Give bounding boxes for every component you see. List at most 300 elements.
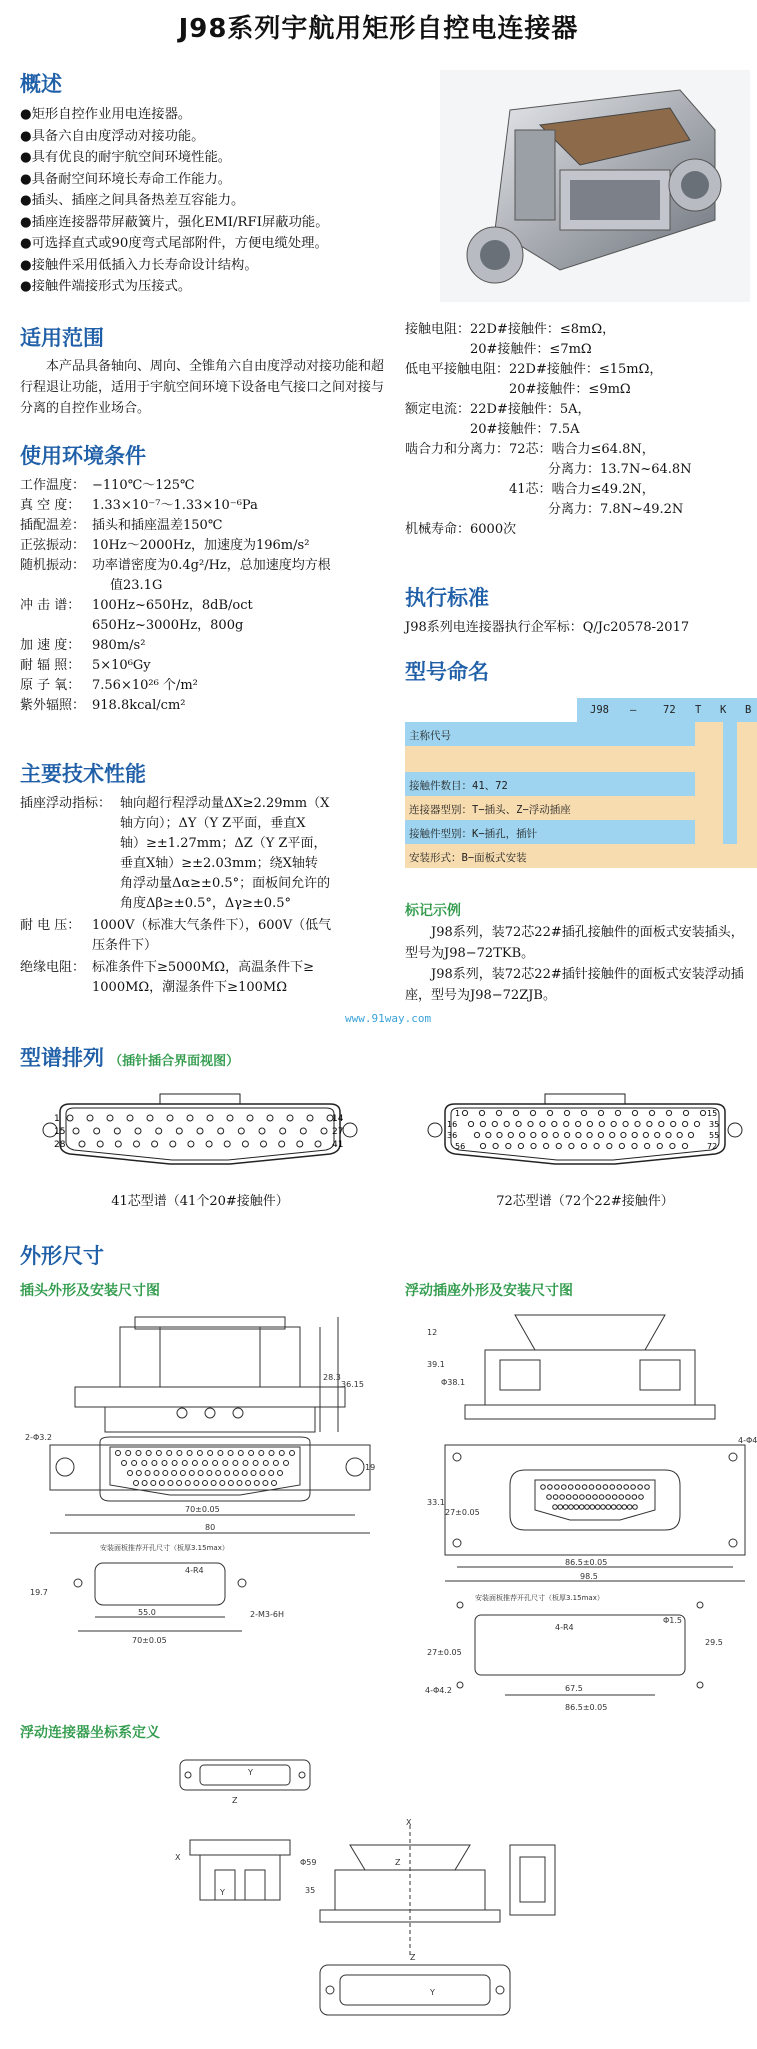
contact-pin xyxy=(622,1505,627,1510)
layout-heading: 型谱排列 （插针插合界面视图） xyxy=(20,1046,240,1070)
contact-pin xyxy=(694,1121,699,1126)
contact-pin xyxy=(254,1481,259,1486)
contact-pin xyxy=(247,1115,253,1121)
contact-pin xyxy=(611,1121,616,1126)
axis-label: Y xyxy=(220,1888,225,1897)
contact-pin xyxy=(682,1143,687,1148)
contact-pin xyxy=(180,1471,185,1476)
contact-pin xyxy=(671,1121,676,1126)
contact-pin xyxy=(279,1141,285,1147)
contact-pin xyxy=(128,1471,133,1476)
axis-label: X xyxy=(175,1853,181,1862)
dim-label: Φ1.5 xyxy=(663,1616,683,1625)
contact-pin xyxy=(259,1128,265,1134)
contact-pin xyxy=(568,1485,573,1490)
contact-pin xyxy=(242,1471,247,1476)
contact-pin xyxy=(97,1141,103,1147)
contact-pin xyxy=(631,1485,636,1490)
dim-label: Φ38.1 xyxy=(441,1378,466,1387)
contact-pin xyxy=(585,1505,590,1510)
pin-label: 55 xyxy=(709,1131,720,1140)
contact-pin xyxy=(187,1451,192,1456)
pin-label: 1 xyxy=(455,1109,461,1118)
contact-pin xyxy=(284,1461,289,1466)
contact-pin xyxy=(260,1471,265,1476)
contact-pin xyxy=(172,1471,177,1476)
overview-bullets xyxy=(20,104,329,298)
right-specs: 接触电阻：22D#接触件：≤8mΩ， 20#接触件：≤7mΩ 低电平接触电阻：22D#接触件：≤15mΩ， 20#接触件：≤9mΩ 额定电流：22D#接触件：5A， 20#接触件：7.5A 啮合力和分离力：72芯：啮合力≤64.8N， 分离力：13.7N~64.8N 41芯：啮合力≤49.2N， 分离力：7.8N~49.2N 机械寿命：6000次 xyxy=(405,322,692,537)
contact-pin xyxy=(242,1141,248,1147)
model-row: 连接器型别：T−插头、Z−浮动插座 xyxy=(409,804,571,816)
contact-pin xyxy=(126,1451,131,1456)
dim-label: 2-Φ3.2 xyxy=(25,1433,52,1442)
env-row: 随机振动： 功率谱密度为0.4g²/Hz，总加速度均方根 xyxy=(20,558,331,573)
pin-label: 28 xyxy=(54,1140,66,1150)
contact-pin xyxy=(677,1132,682,1137)
contact-pin xyxy=(192,1461,197,1466)
contact-pin xyxy=(122,1461,127,1466)
contact-pin xyxy=(321,1128,327,1134)
contact-pin xyxy=(666,1132,671,1137)
layout-72 xyxy=(425,1092,745,1182)
contact-pin xyxy=(134,1481,139,1486)
specs-heading: 主要技术性能 xyxy=(20,762,146,786)
dim-label: 安装面板推荐开孔尺寸（板厚3.15max） xyxy=(475,1594,604,1602)
contact-pin xyxy=(167,1451,172,1456)
contact-pin xyxy=(573,1495,578,1500)
env-row: 工作温度： −110℃～125℃ xyxy=(20,478,195,493)
bullet: ●接触件端接形式为压接式。 xyxy=(20,279,192,294)
contact-pin xyxy=(136,1451,141,1456)
contact-pin xyxy=(493,1143,498,1148)
contact-pin xyxy=(280,1128,286,1134)
contact-pin xyxy=(593,1495,598,1500)
contact-pin xyxy=(211,1481,216,1486)
contact-pin xyxy=(278,1471,283,1476)
contact-pin xyxy=(79,1141,85,1147)
contact-pin xyxy=(548,1485,553,1490)
dim-label: 4-R4 xyxy=(185,1566,204,1575)
contact-pin xyxy=(197,1128,203,1134)
model-row: 接触件型别：K−插孔，插针 xyxy=(409,828,538,840)
contact-pin xyxy=(238,1451,243,1456)
contact-pin xyxy=(606,1505,611,1510)
example-heading: 标记示例 xyxy=(405,903,461,919)
contact-pin xyxy=(279,1451,284,1456)
contact-pin xyxy=(135,1128,141,1134)
axis-label: Y xyxy=(248,1768,253,1777)
pin-label: 14 xyxy=(332,1114,344,1124)
contact-pin xyxy=(87,1115,93,1121)
dim-label: 4-R4 xyxy=(555,1623,574,1632)
code-series: J98 xyxy=(590,704,609,716)
contact-pin xyxy=(177,1451,182,1456)
contact-pin xyxy=(649,1110,654,1115)
contact-pin xyxy=(553,1132,558,1137)
contact-pin xyxy=(599,1121,604,1126)
contact-pin xyxy=(617,1485,622,1490)
contact-pin xyxy=(611,1505,616,1510)
bullet: ●插头、插座之间具备热差互容能力。 xyxy=(20,193,245,208)
contact-pin xyxy=(203,1461,208,1466)
contact-pin xyxy=(683,1110,688,1115)
layout-72-caption: 72芯型谱（72个22#接触件） xyxy=(496,1194,674,1209)
bullet: ●具有优良的耐宇航空间环境性能。 xyxy=(20,150,232,165)
env-row: 真 空 度： 1.33×10⁻⁷～1.33×10⁻⁶Pa xyxy=(20,498,258,513)
contact-pin xyxy=(224,1141,230,1147)
contact-pin xyxy=(581,1110,586,1115)
axis-label: Z xyxy=(232,1796,238,1805)
code-mount: B xyxy=(745,704,752,716)
dim-label: 27±0.05 xyxy=(427,1648,462,1657)
contact-pin xyxy=(185,1481,190,1486)
contact-pin xyxy=(218,1451,223,1456)
contact-pin xyxy=(116,1451,121,1456)
model-row: 接触件数目：41、72 xyxy=(409,780,508,792)
pin-label: 36 xyxy=(447,1131,458,1140)
env-row: 加 速 度： 980m/s² xyxy=(20,638,146,653)
contact-pin xyxy=(233,1461,238,1466)
contact-pin xyxy=(177,1481,182,1486)
env-rows xyxy=(20,476,331,716)
contact-pin xyxy=(627,1505,632,1510)
contact-pin xyxy=(156,1128,162,1134)
contact-pin xyxy=(657,1143,662,1148)
contact-pin xyxy=(615,1110,620,1115)
pin-array xyxy=(67,1115,333,1147)
env-row: 原 子 氧： 7.56×10²⁶ 个/m² xyxy=(20,678,198,693)
contact-pin xyxy=(579,1505,584,1510)
contact-pin xyxy=(566,1495,571,1500)
contact-pin xyxy=(151,1481,156,1486)
contact-pin xyxy=(595,1505,600,1510)
contact-pin xyxy=(263,1481,268,1486)
dim-label: 39.1 xyxy=(427,1360,445,1369)
model-row: 主称代号 xyxy=(409,730,451,742)
contact-pin xyxy=(606,1495,611,1500)
contact-pin xyxy=(564,1121,569,1126)
contact-pin xyxy=(563,1505,568,1510)
code-count: 72 xyxy=(663,704,676,716)
contact-pin xyxy=(114,1128,120,1134)
contact-pin xyxy=(115,1141,121,1147)
contact-pin xyxy=(582,1485,587,1490)
dim-label: 55.0 xyxy=(138,1608,156,1617)
contact-pin xyxy=(624,1485,629,1490)
contact-pin xyxy=(589,1485,594,1490)
contact-pin xyxy=(586,1495,591,1500)
contact-pin xyxy=(594,1143,599,1148)
contact-pin xyxy=(261,1141,267,1147)
contact-pin xyxy=(531,1143,536,1148)
contact-pin xyxy=(574,1505,579,1510)
axis-label: Y xyxy=(430,1988,435,1997)
contact-pin xyxy=(555,1485,560,1490)
layout-41-caption: 41芯型谱（41个20#接触件） xyxy=(111,1194,289,1209)
watermark: www.91way.com xyxy=(345,1012,432,1025)
scope-heading: 适用范围 xyxy=(20,326,104,350)
contact-pin xyxy=(596,1485,601,1490)
dim-label: 28.3 xyxy=(323,1373,341,1382)
contact-pin xyxy=(599,1495,604,1500)
contact-pin xyxy=(643,1132,648,1137)
contact-pin xyxy=(152,1141,158,1147)
contact-pin xyxy=(619,1143,624,1148)
contact-pin xyxy=(486,1132,491,1137)
contact-pin xyxy=(238,1128,244,1134)
contact-pin xyxy=(272,1481,277,1486)
contact-pin xyxy=(259,1451,264,1456)
pin-label: 15 xyxy=(54,1127,66,1137)
contact-pin xyxy=(541,1485,546,1490)
contact-pin xyxy=(136,1471,141,1476)
contact-pin xyxy=(542,1132,547,1137)
env-row: 650Hz~3000Hz，800g xyxy=(92,618,244,633)
contact-pin xyxy=(497,1132,502,1137)
contact-pin xyxy=(639,1495,644,1500)
coord-heading: 浮动连接器坐标系定义 xyxy=(20,1725,160,1741)
model-row: 安装形式：B−面板式安装 xyxy=(409,852,527,864)
bullet: ●可选择直式或90度弯式尾部附件，方便电缆处理。 xyxy=(20,236,328,251)
contact-pin xyxy=(645,1143,650,1148)
code-dash: — xyxy=(630,704,637,716)
contact-pin xyxy=(134,1141,140,1147)
pin-label: 16 xyxy=(447,1120,458,1129)
contact-pin xyxy=(562,1485,567,1490)
contact-pin xyxy=(569,1505,574,1510)
contact-pin xyxy=(187,1115,193,1121)
contact-pin xyxy=(659,1121,664,1126)
contact-pin xyxy=(172,1461,177,1466)
contact-pin xyxy=(556,1143,561,1148)
contact-pin xyxy=(267,1115,273,1121)
plug-heading: 插头外形及安装尺寸图 xyxy=(20,1283,160,1299)
overview-heading: 概述 xyxy=(20,72,62,96)
contact-pin xyxy=(603,1485,608,1490)
socket-drawing xyxy=(405,1305,755,1720)
contact-pin xyxy=(553,1495,558,1500)
contact-pin xyxy=(632,1110,637,1115)
contact-pin xyxy=(233,1471,238,1476)
contact-pin xyxy=(182,1461,187,1466)
contact-pin xyxy=(462,1110,467,1115)
contact-pin xyxy=(168,1481,173,1486)
contact-pin xyxy=(598,1110,603,1115)
env-row: 冲 击 谱： 100Hz~650Hz，8dB/oct xyxy=(20,598,253,613)
bullet: ●具备六自由度浮动对接功能。 xyxy=(20,128,205,144)
contact-pin xyxy=(194,1481,199,1486)
contact-pin xyxy=(565,1132,570,1137)
socket-heading: 浮动插座外形及安装尺寸图 xyxy=(405,1283,573,1299)
contact-pin xyxy=(468,1121,473,1126)
contact-pin xyxy=(145,1471,150,1476)
layout-41 xyxy=(40,1092,360,1182)
axis-label: Z xyxy=(410,1953,416,1962)
contact-pin xyxy=(564,1110,569,1115)
contact-pin xyxy=(544,1143,549,1148)
contact-pin xyxy=(590,1505,595,1510)
contact-pin xyxy=(607,1143,612,1148)
standard-text: J98系列电连接器执行企军标：Q/Jc20578-2017 xyxy=(405,620,690,635)
contact-pin xyxy=(159,1481,164,1486)
contact-pin xyxy=(132,1461,137,1466)
contact-pin xyxy=(269,1471,274,1476)
env-row: 耐 辐 照： 5×10⁶Gy xyxy=(20,658,151,673)
pin-label: 27 xyxy=(332,1127,344,1137)
contact-pin xyxy=(612,1495,617,1500)
contact-pin xyxy=(107,1115,113,1121)
scope-text: 本产品具备轴向、周向、全锥角六自由度浮动对接功能和超行程退让功能，适用于宇航空间环境下设备电气接口之间对接与分离的自控作业场合。 xyxy=(20,359,385,416)
dim-label: 35 xyxy=(305,1886,316,1895)
dim-label: 33.1 xyxy=(427,1498,445,1507)
contact-pin xyxy=(547,1110,552,1115)
contact-pin xyxy=(581,1143,586,1148)
contact-pin xyxy=(587,1132,592,1137)
bullet: ●具备耐空间环境长寿命工作能力。 xyxy=(20,171,232,187)
page-title: J98系列宇航用矩形自控电连接器 xyxy=(178,14,579,44)
dim-label: 86.5±0.05 xyxy=(565,1703,608,1712)
contact-pin xyxy=(167,1115,173,1121)
env-row: 正弦振动： 10Hz～2000Hz，加速度为196m/s² xyxy=(20,538,310,553)
contact-pin xyxy=(170,1141,176,1147)
contact-pin xyxy=(207,1471,212,1476)
contact-pin xyxy=(683,1121,688,1126)
plug-drawing xyxy=(20,1305,390,1700)
contact-pin xyxy=(163,1471,168,1476)
contact-pin xyxy=(307,1115,313,1121)
code-contact: K xyxy=(720,704,727,716)
contact-pin xyxy=(569,1143,574,1148)
contact-pin xyxy=(479,1110,484,1115)
contact-pin xyxy=(531,1132,536,1137)
contact-pin xyxy=(626,1495,631,1500)
contact-pin xyxy=(246,1481,251,1486)
contact-pin xyxy=(504,1121,509,1126)
contact-pin xyxy=(635,1121,640,1126)
example-text-1: J98系列，装72芯22#插孔接触件的面板式安装插头，型号为J98−72TKB。 xyxy=(405,925,744,961)
contact-pin xyxy=(601,1505,606,1510)
dim-label: 4-Φ4 xyxy=(738,1436,757,1445)
dim-label: 4-Φ4.2 xyxy=(425,1686,452,1695)
contact-pin xyxy=(513,1110,518,1115)
model-heading: 型号命名 xyxy=(405,660,489,684)
contact-pin xyxy=(208,1451,213,1456)
dim-label: 70±0.05 xyxy=(185,1505,220,1514)
contact-pin xyxy=(598,1132,603,1137)
contact-pin xyxy=(297,1141,303,1147)
dim-label: 2-M3-6H xyxy=(250,1610,284,1619)
contact-pin xyxy=(619,1495,624,1500)
contact-pin xyxy=(621,1132,626,1137)
contact-pin xyxy=(225,1471,230,1476)
contact-pin xyxy=(492,1121,497,1126)
pin-label: 41 xyxy=(332,1140,344,1150)
contact-pin xyxy=(223,1461,228,1466)
contact-pin xyxy=(560,1495,565,1500)
contact-pin xyxy=(480,1143,485,1148)
standard-heading: 执行标准 xyxy=(405,586,489,610)
contact-pin xyxy=(228,1481,233,1486)
dim-label: 27±0.05 xyxy=(445,1508,480,1517)
contact-pin xyxy=(670,1143,675,1148)
contact-pin xyxy=(162,1461,167,1466)
contact-pin xyxy=(156,1451,161,1456)
contact-pin xyxy=(152,1461,157,1466)
contact-pin xyxy=(518,1143,523,1148)
contact-pin xyxy=(558,1505,563,1510)
contact-pin xyxy=(547,1495,552,1500)
contact-pin xyxy=(207,1115,213,1121)
contact-pin xyxy=(666,1110,671,1115)
contact-pin xyxy=(146,1451,151,1456)
code-type: T xyxy=(695,704,702,716)
contact-pin xyxy=(213,1461,218,1466)
contact-pin xyxy=(623,1121,628,1126)
axis-label: Z xyxy=(395,1858,401,1867)
contact-pin xyxy=(287,1115,293,1121)
contact-pin xyxy=(176,1128,182,1134)
model-table xyxy=(405,698,757,878)
pin-label: 35 xyxy=(709,1120,720,1129)
pin-label: 15 xyxy=(707,1109,718,1118)
contact-pin xyxy=(617,1505,622,1510)
contact-pin xyxy=(142,1481,147,1486)
contact-pin xyxy=(633,1505,638,1510)
contact-pin xyxy=(315,1141,321,1147)
contact-pin xyxy=(632,1495,637,1500)
env-row: 插配温差： 插头和插座温差150℃ xyxy=(20,518,223,533)
contact-pin xyxy=(216,1471,221,1476)
contact-pin xyxy=(496,1110,501,1115)
dim-label: 19.7 xyxy=(30,1588,48,1597)
contact-pin xyxy=(203,1481,208,1486)
contact-pin xyxy=(253,1461,258,1466)
env-heading: 使用环境条件 xyxy=(20,444,146,468)
dim-label: 29.5 xyxy=(705,1638,723,1647)
dim-label: 98.5 xyxy=(580,1572,598,1581)
contact-pin xyxy=(290,1451,295,1456)
contact-pin xyxy=(610,1485,615,1490)
contact-pin xyxy=(576,1121,581,1126)
contact-pin xyxy=(553,1505,558,1510)
bullet: ●矩形自控作业用电连接器。 xyxy=(20,107,192,122)
contact-pin xyxy=(580,1495,585,1500)
contact-pin xyxy=(506,1143,511,1148)
contact-pin xyxy=(540,1121,545,1126)
contact-pin xyxy=(237,1481,242,1486)
dim-label: 36.15 xyxy=(341,1380,364,1389)
contact-pin xyxy=(243,1461,248,1466)
contact-pin xyxy=(575,1485,580,1490)
contact-pin xyxy=(249,1451,254,1456)
contact-pin xyxy=(632,1132,637,1137)
coord-drawing xyxy=(170,1745,590,2045)
dim-label: 12 xyxy=(427,1328,438,1337)
axis-label: X xyxy=(406,1818,412,1827)
contact-pin xyxy=(197,1451,202,1456)
contact-pin xyxy=(273,1461,278,1466)
contact-pin xyxy=(188,1141,194,1147)
contact-pin xyxy=(94,1128,100,1134)
contact-pin xyxy=(655,1132,660,1137)
dim-label: 80 xyxy=(205,1523,216,1532)
dim-label: 19 xyxy=(365,1463,376,1472)
contact-pin xyxy=(552,1121,557,1126)
product-photo xyxy=(440,70,750,302)
contact-pin xyxy=(206,1141,212,1147)
contact-pin xyxy=(147,1115,153,1121)
contact-pin xyxy=(218,1128,224,1134)
